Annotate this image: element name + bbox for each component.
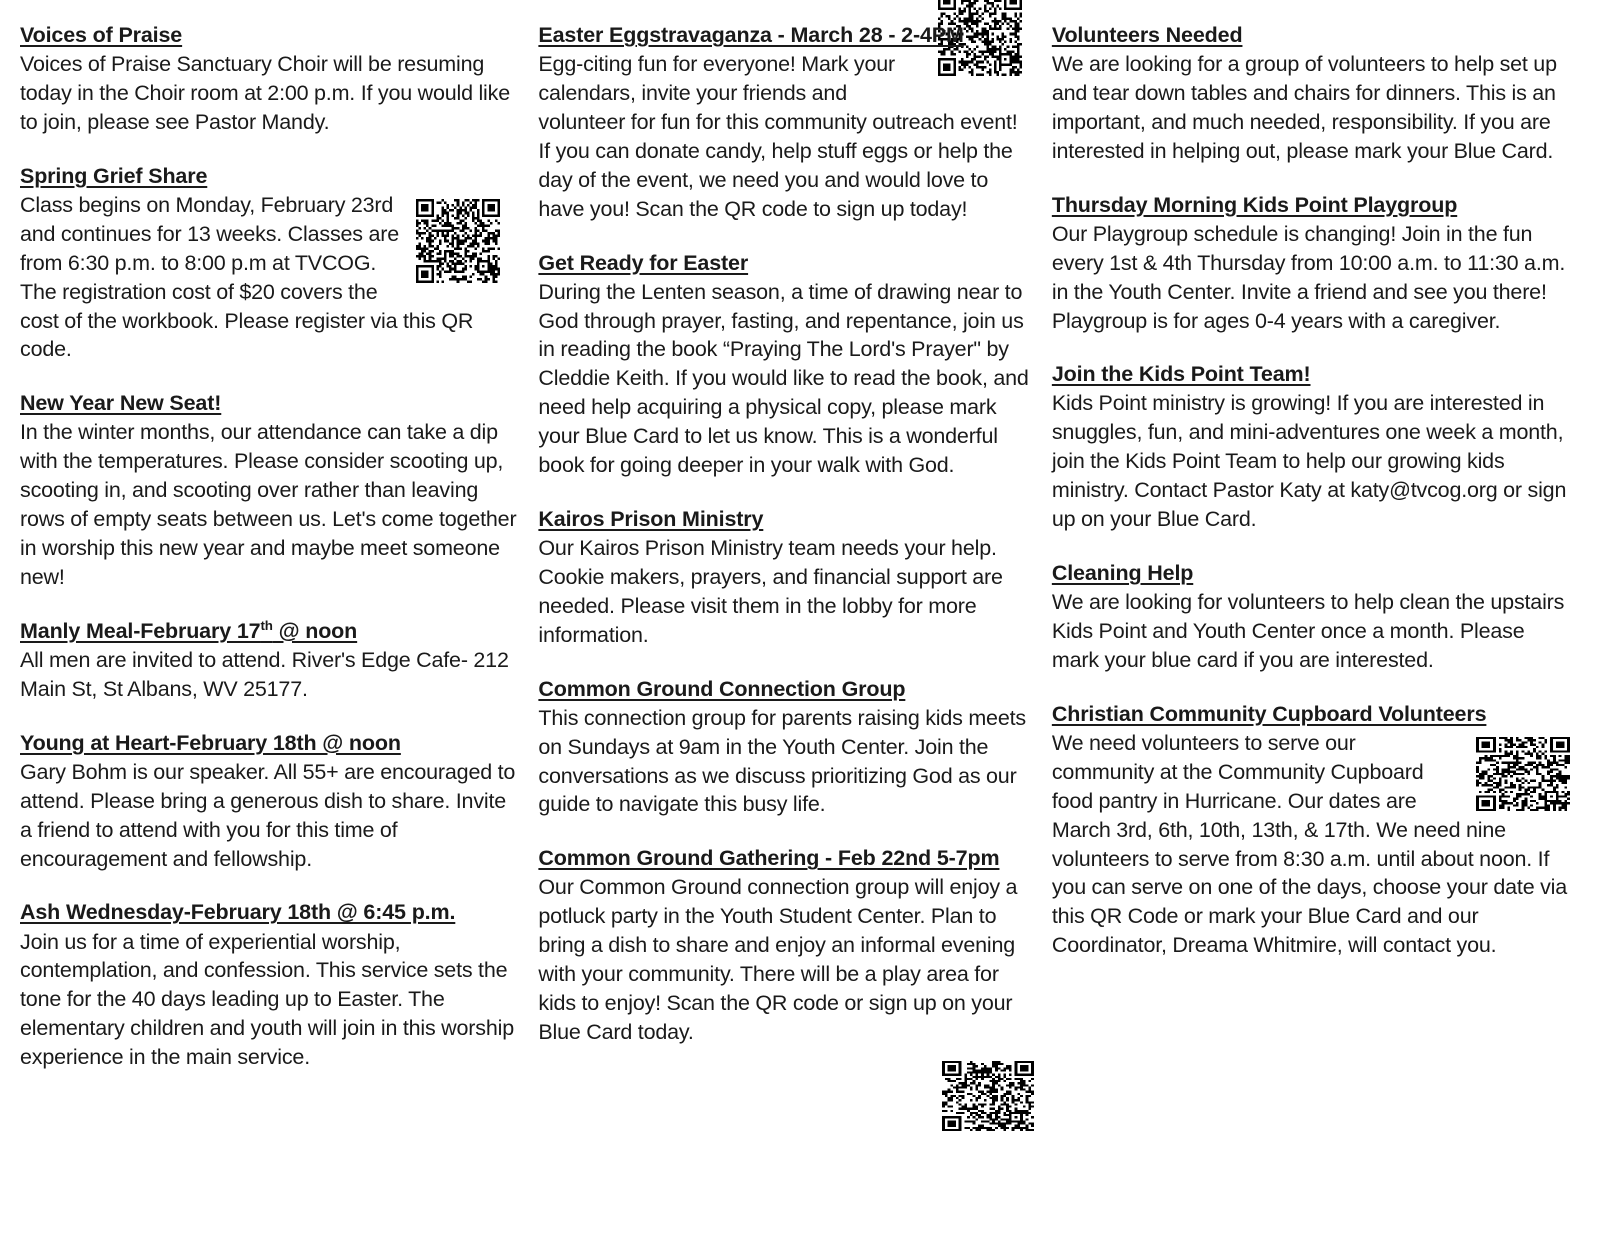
announcement-title: Thursday Morning Kids Point Playgroup [1051, 192, 1458, 217]
announcement-title: Spring Grief Share [20, 163, 208, 188]
announcement-body: In the winter months, our attendance can take a dip with the temperatures. Please consider scooting up, scooting in, and scooting over rather than leaving rows of empty seats between us. Let's come together in worship this new year and maybe meet someone new! [20, 420, 517, 589]
announcement-kairos-prison-ministry [538, 506, 1033, 650]
announcements-column-2 [538, 22, 1051, 1131]
announcement-get-ready-for-easter [538, 250, 1033, 480]
announcements-column-1 [20, 22, 538, 1072]
announcement-cleaning-help [1052, 560, 1570, 675]
announcement-title: Get Ready for Easter [538, 250, 749, 275]
announcement-title: Common Ground Connection Group [538, 676, 906, 701]
announcement-body: Our Common Ground connection group will enjoy a potluck party in the Youth Student Center. Plan to bring a dish to share and enjoy an informal evening with your community. There will be a play area for kids to enjoy! Scan the QR code or sign up on your Blue Card today. [538, 875, 1018, 1044]
title-text-pre: Manly Meal-February 17 [20, 618, 261, 643]
announcement-body: Kids Point ministry is growing! If you are interested in snuggles, fun, and mini-adventures one week a month, join the Kids Point Team to help our growing kids ministry. Contact Pastor Katy at katy@tvcog.org or sign up on your Blue Card. [1051, 391, 1567, 532]
announcement-ash-wednesday [20, 899, 520, 1072]
announcement-easter-eggstravaganza [538, 22, 1033, 224]
title-ordinal-suffix: th [260, 617, 273, 633]
announcement-title: Ash Wednesday-February 18th @ 6:45 p.m. [20, 900, 456, 925]
announcement-new-year-new-seat [20, 390, 520, 592]
announcement-title: Kairos Prison Ministry [538, 506, 764, 531]
announcement-body: We are looking for volunteers to help clean the upstairs Kids Point and Youth Center once a month. Please mark your blue card if you are interested. [1051, 590, 1565, 672]
announcement-common-ground-gathering [538, 845, 1033, 1131]
announcement-common-ground-connection-group [538, 676, 1033, 820]
announcement-title: Volunteers Needed [1051, 23, 1243, 47]
announcement-body: Voices of Praise Sanctuary Choir will be resuming today in the Choir room at 2:00 p.m. If you would like to join, please see Pastor Mandy. [20, 52, 511, 134]
announcement-body: Our Kairos Prison Ministry team needs your help. Cookie makers, prayers, and financial support are needed. Please visit them in the lobby for more information. [538, 536, 1003, 647]
announcement-body: Egg-citing fun for everyone! Mark your calendars, invite your friends and volunteer for fun for this community outreach event! If you can donate candy, help stuff eggs or help the day of the event, we need you and would love to have you! Scan the QR code to sign up today! [538, 52, 1018, 221]
qr-code-common-ground-gathering[interactable] [942, 1061, 1034, 1131]
announcement-title: New Year New Seat! [20, 391, 222, 416]
announcement-title: Voices of Praise [20, 23, 183, 47]
announcement-title: Cleaning Help [1051, 561, 1194, 586]
announcement-body: We are looking for a group of volunteers to help set up and tear down tables and chairs for dinners. This is an important, and much needed, responsibility. If you are interested in helping out, please mark your Blue Card. [1051, 52, 1557, 163]
announcements-column-3 [1052, 22, 1580, 960]
announcement-body: We need volunteers to serve our community at the Community Cupboard food pantry in Hurricane. Our dates are March 3rd, 6th, 10th, 13th, & 17th. We need nine volunteers to serve from 8:30 a.m. until about noon. If you can serve on one of the days, choose your date via this QR Code or mark your Blue Card and our Coordinator, Dreama Whitmire, will contact you. [1051, 730, 1568, 958]
announcement-body: During the Lenten season, a time of drawing near to God through prayer, fasting, and repentance, join us in reading the book “Praying The Lord's Prayer" by Cleddie Keith. If you would like to read the book, and need help acquiring a physical copy, please mark your Blue Card to let us know. This is a wonderful book for going deeper in your walk with God. [538, 279, 1029, 478]
announcement-christian-community-cupboard [1052, 701, 1570, 960]
announcement-title [20, 618, 520, 645]
announcement-voices-of-praise [20, 22, 520, 137]
announcement-body: This connection group for parents raising kids meets on Sundays at 9am in the Youth Center. Join the conversations as we discuss prioritizing God as our guide to navigate this busy life. [538, 705, 1026, 817]
announcement-body: Our Playgroup schedule is changing! Join in the fun every 1st & 4th Thursday from 10:00 a.m. to 11:30 a.m. in the Youth Center. Invite a friend and see you there! Playgroup is for ages 0-4 years with a caregiver. [1051, 221, 1566, 333]
announcement-title: Christian Community Cupboard Volunteers [1051, 701, 1487, 726]
announcement-spring-grief-share [20, 163, 520, 365]
announcement-title: Young at Heart-February 18th @ noon [20, 730, 401, 755]
announcement-body: Join us for a time of experiential worship, contemplation, and confession. This service sets the tone for the 40 days leading up to Easter. The elementary children and youth will join in this worship experience in the main service. [20, 929, 515, 1070]
announcement-manly-meal [20, 618, 520, 704]
announcement-title: Join the Kids Point Team! [1051, 362, 1311, 387]
announcement-volunteers-needed [1052, 22, 1570, 166]
announcement-body: Class begins on Monday, February 23rd and continues for 13 weeks. Classes are from 6:30 p.m. to 8:00 p.m at TVCOG. The registration cost of $20 covers the cost of the workbook. Please register via this QR code. [20, 192, 474, 362]
announcement-body: All men are invited to attend. River's Edge Cafe- 212 Main St, St Albans, WV 25177. [20, 647, 509, 701]
announcement-title: Easter Eggstravaganza - March 28 - 2-4PM [538, 23, 964, 47]
announcement-join-kids-point-team [1052, 361, 1570, 534]
qr-code-community-cupboard[interactable] [1476, 737, 1570, 811]
qr-code-spring-grief-share[interactable] [416, 199, 500, 283]
announcement-body: Gary Bohm is our speaker. All 55+ are encouraged to attend. Please bring a generous dish to share. Invite a friend to attend with you for this time of encouragement and fellowship. [20, 759, 516, 871]
title-text-post: @ noon [272, 618, 358, 643]
announcement-title: Common Ground Gathering - Feb 22nd 5-7pm [538, 846, 1000, 871]
announcement-young-at-heart [20, 730, 520, 874]
announcement-thursday-kids-point-playgroup [1052, 192, 1570, 336]
